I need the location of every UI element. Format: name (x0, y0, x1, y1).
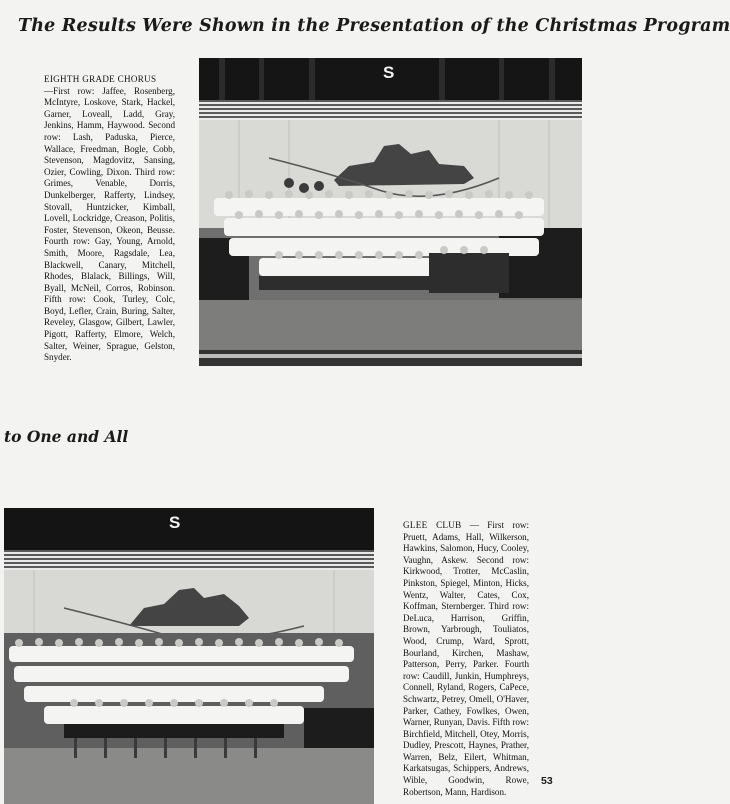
stage-letter: S (169, 513, 181, 532)
glee-club-names: — First row: Pruett, Adams, Hall, Wilkerson, Hawkins, Salomon, Hucy, Cooley, Vaughn, Askew. Second row: Kirkwood, Trotter, McCaslin, Pinkston, Spiegel, Minton, Hicks, Wentz, Walter, Cates, Cox, Koffman, Sternberger. Third row: DeLuca, Harrison, Griffin, Brown, Yarbrough, Touliatos, Wood, Crump, Ward, Sprott, Bourland, Kirchen, Mashaw, Patterson, Perry, Parker. Fourth row: Caudill, Junkin, Humphreys, Connell, Ryland, Rogers, CaPece, Schwartz, Petrey, Omell, O'Haver, Parker, Cathey, Fowlkes, Owen, Warner, Runyan, Davis. Fifth row: Birchfield, Mitchell, Otey, Morris, Dudley, Prescott, Haynes, Prather, Warren, Belz, Eilert, Whitman, Karkatsugas, Schippers, Andrews, Wible, Goodwin, Rowe, Robertson, Mann, Hardison. (403, 520, 529, 797)
page-number: 53 (541, 775, 553, 787)
eighth-grade-chorus-names: —First row: Jaffee, Rosenberg, McIntyre, Loskove, Stark, Hackel, Garner, Loveall, Ladd, Gray, Jenkins, Hamm, Haywood. Second row: Lash, Paduska, Pierce, Wallace, Freedman, Bogle, Cobb, Stevenson, Magdovitz, Sansing, Ozier, Cowling, Dixon. Third row: Grimes, Venable, Dorris, Dunkelberger, Rafferty, Lindsey, Stovall, Huntzicker, Kimball, Lovell, Lockridge, Creason, Politis, Foster, Stevenson, Okeon, Beusse. Fourth row: Gay, Young, Arnold, Smith, Moore, Ragsdale, Lea, Blackwell, Canary, Mitchell, Rhodes, Blalack, Billings, Will, Byall, McNeil, Corros, Robinson. Fifth row: Cook, Turley, Colc, Boyd, Lefler, Crain, Buring, Salter, Reveley, Glasgow, Gilbert, Lawler, Pigott, Rafferty, Elmore, Welch, Salter, Weiner, Sprague, Gelston, Snyder. (44, 85, 175, 363)
glee-club-caption (403, 520, 529, 798)
page-headline-continued: to One and All (4, 427, 129, 446)
eighth-grade-chorus-title: EIGHTH GRADE CHORUS (44, 74, 157, 84)
glee-club-title: GLEE CLUB (403, 520, 462, 530)
page-headline: The Results Were Shown in the Presentation of the Christmas Program (18, 16, 730, 36)
eighth-grade-chorus-caption (44, 74, 175, 364)
eighth-grade-chorus-photo (199, 58, 582, 366)
glee-club-photo (4, 508, 374, 804)
stage-letter: S (383, 63, 395, 82)
